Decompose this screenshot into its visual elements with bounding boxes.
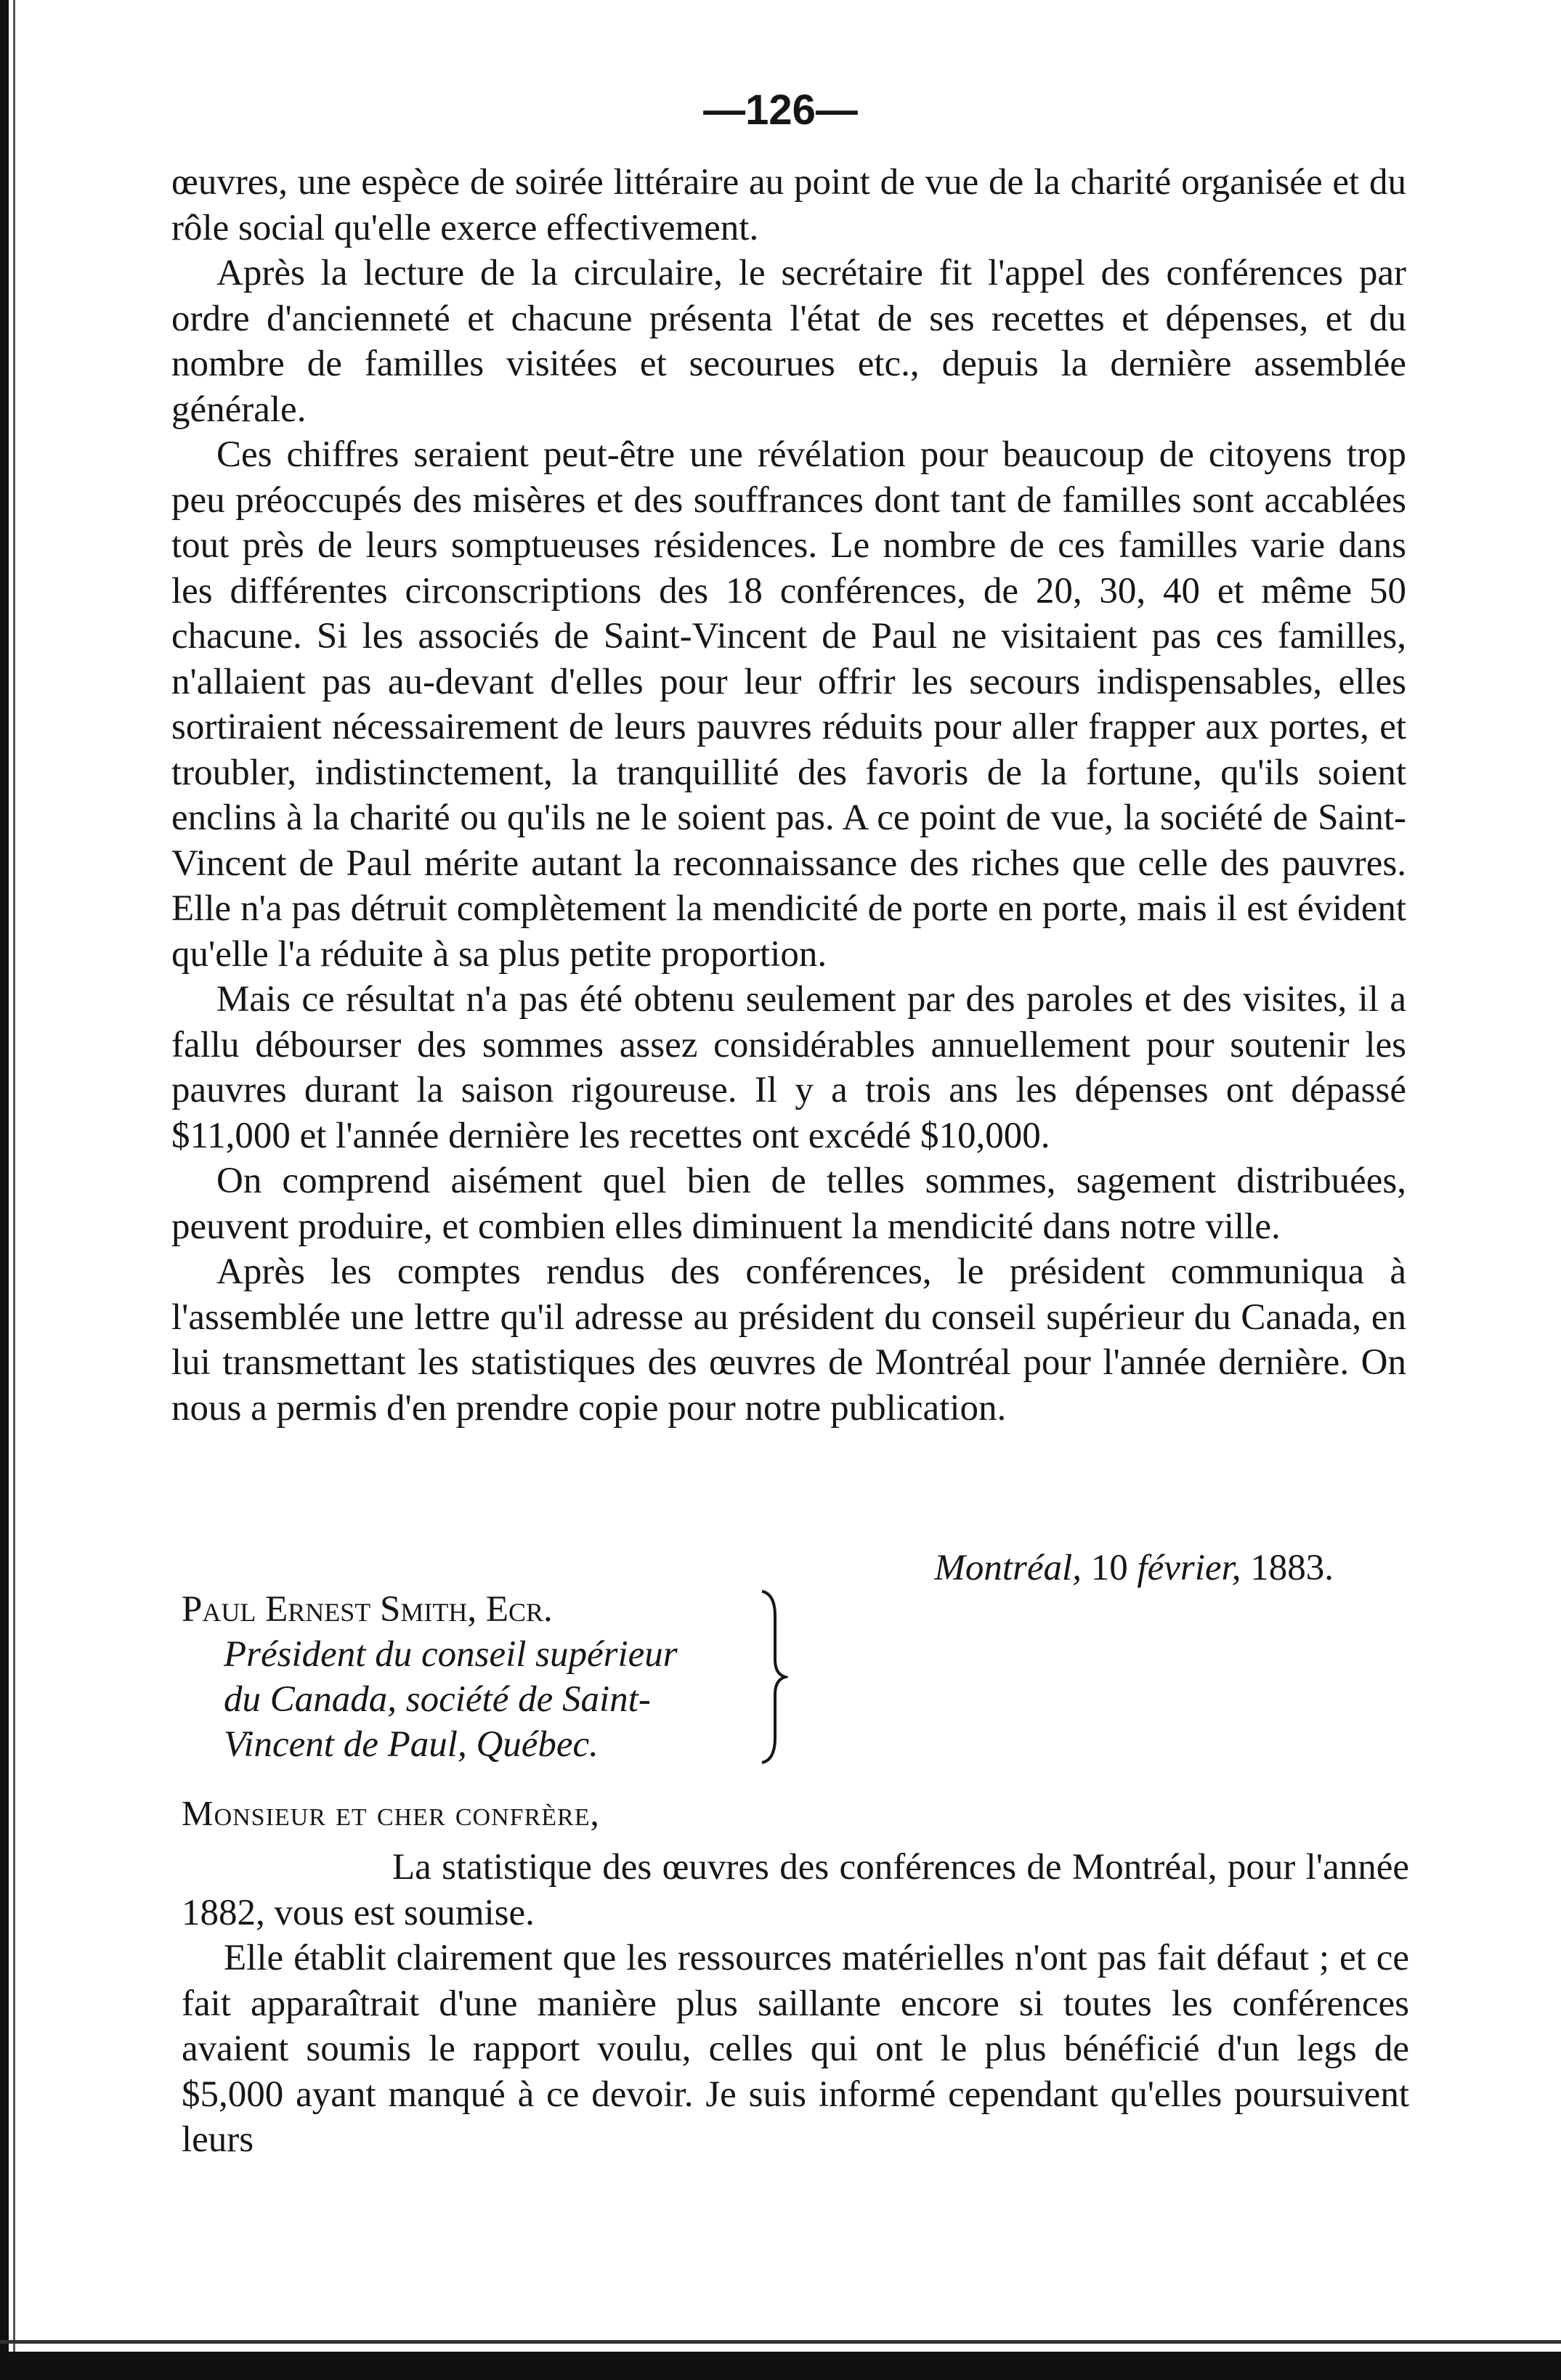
addressee-name: Paul Ernest Smith, Ecr. bbox=[182, 1589, 553, 1630]
curly-brace-icon bbox=[759, 1587, 788, 1767]
letter-salutation: Monsieur et cher confrère, bbox=[182, 1793, 600, 1833]
paragraph: Ces chiffres seraient peut-être une révélation pour beaucoup de citoyens trop peu préoccupés des misères et des souffrances dont tant de familles sont accablées tout près de leurs somptueuses résidences. Le nombre de ces familles varie dans les différentes circonscriptions des 18 conférences, de 20, 30, 40 et même 50 chacune. Si les associés de Saint-Vincent de Paul ne visitaient pas ces familles, n'allaient pas au-devant d'elles pour leur offrir les secours indispensables, elles sortiraient nécessairement de leurs pauvres réduits pour aller frapper aux portes, et troubler, indistinctement, la tranquillité des favoris de la fortune, qu'ils soient enclins à la charité ou qu'ils ne le soient pas. A ce point de vue, la société de Saint-Vincent de Paul mérite autant la reconnaissance des riches que celle des pauvres. Elle n'a pas détruit complètement la mendicité de porte en porte, mais il est évident qu'elle l'a réduite à sa plus petite proportion. bbox=[171, 434, 1406, 975]
paragraph: œuvres, une espèce de soirée littéraire au point de vue de la charité organisée et du rôle social qu'elle exerce effectivement. bbox=[171, 162, 1406, 248]
dateline-month: février, bbox=[1137, 1548, 1241, 1588]
dateline-year: 1883. bbox=[1250, 1548, 1334, 1588]
page-number: —126— bbox=[703, 86, 858, 134]
paragraph: Après les comptes rendus des conférences, le président communiqua à l'assemblée une lettre qu'il adresse au président du conseil supérieur du Canada, en lui transmettant les statistiques des œuvres de Montréal pour l'année dernière. On nous a permis d'en prendre copie pour notre publication. bbox=[171, 1251, 1406, 1429]
dateline-day: 10 bbox=[1090, 1548, 1128, 1588]
addressee-title: du Canada, société de Saint- bbox=[224, 1679, 651, 1720]
letter-addressee bbox=[182, 1587, 806, 1767]
paragraph: La statistique des œuvres des conférences de Montréal, pour l'année 1882, vous est soumise. bbox=[182, 1847, 1409, 1933]
letter-dateline bbox=[171, 1547, 1334, 1589]
scan-left-edge bbox=[0, 0, 9, 2380]
letter-body bbox=[182, 1845, 1409, 2163]
addressee-title: Président du conseil supérieur bbox=[224, 1634, 678, 1675]
addressee-title: Vincent de Paul, Québec. bbox=[224, 1724, 599, 1765]
paragraph: Elle établit clairement que les ressources matérielles n'ont pas fait défaut ; et ce fait apparaîtrait d'une manière plus saillante encore si toutes les conférences avaient soumis le rapport voulu, celles qui ont le plus bénéficié d'un legs de $5,000 ayant manqué à ce devoir. Je suis informé cependant qu'elles poursuivent leurs bbox=[182, 1938, 1409, 2160]
scan-bottom-edge bbox=[0, 2352, 1561, 2380]
paragraph: Mais ce résultat n'a pas été obtenu seulement par des paroles et des visites, il a fallu débourser des sommes assez considérables annuellement pour soutenir les pauvres durant la saison rigoureuse. Il y a trois ans les dépenses ont dépassé $11,000 et l'année dernière les recettes ont excédé $10,000. bbox=[171, 979, 1406, 1156]
body-text bbox=[171, 160, 1406, 1431]
scan-left-rule bbox=[13, 0, 15, 2380]
scan-bottom-rule bbox=[0, 2340, 1561, 2344]
paragraph: Après la lecture de la circulaire, le secrétaire fit l'appel des conférences par ordre d'ancienneté et chacune présenta l'état de ses recettes et dépenses, et du nombre de familles visitées et secourues etc., depuis la dernière assemblée générale. bbox=[171, 253, 1406, 430]
paragraph: On comprend aisément quel bien de telles sommes, sagement distribuées, peuvent produire, et combien elles diminuent la mendicité dans notre ville. bbox=[171, 1161, 1406, 1247]
dateline-place: Montréal, bbox=[934, 1548, 1082, 1588]
